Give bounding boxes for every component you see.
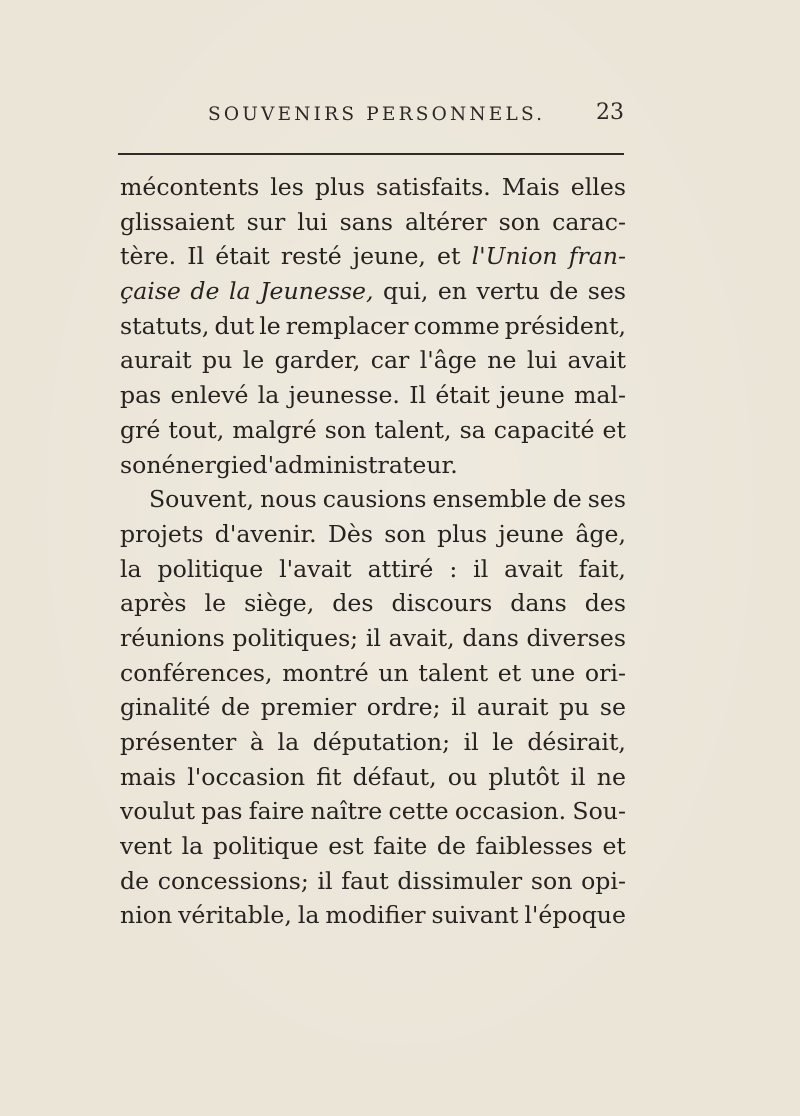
word: des [584, 589, 626, 618]
word: causions [322, 485, 427, 514]
word: nion [120, 901, 173, 930]
text-line [120, 794, 626, 829]
word: et [602, 415, 626, 444]
word: plutôt [488, 762, 560, 791]
word: en [437, 277, 468, 306]
word: de [552, 485, 582, 514]
word: diverses [526, 623, 626, 652]
word: après [120, 589, 187, 618]
word: d'administrateur. [252, 450, 458, 479]
word: naître [310, 797, 383, 826]
word: malgré [232, 415, 317, 444]
word: faiblesses [475, 832, 593, 861]
text-line [120, 448, 626, 483]
word: fran- [568, 242, 626, 271]
word: aurait [120, 346, 192, 375]
word: ses [587, 485, 626, 514]
word: Sou- [572, 797, 626, 826]
word: jeune [499, 381, 565, 410]
text-line [120, 274, 626, 309]
word: âge, [575, 519, 626, 548]
word: ne [487, 346, 517, 375]
word: la [297, 901, 320, 930]
word: projets [120, 519, 204, 548]
word: pas [120, 381, 162, 410]
word: l'époque [524, 901, 626, 930]
word: il [365, 623, 381, 652]
word: avait [504, 554, 563, 583]
word: il [473, 554, 489, 583]
word: et [497, 658, 522, 687]
word: dut [214, 311, 255, 340]
text-line [120, 482, 626, 517]
word: occasion. [454, 797, 567, 826]
word: jeune, [352, 242, 426, 271]
text-line [120, 413, 626, 448]
word: elles [570, 173, 626, 201]
word: l'âge [419, 346, 477, 375]
running-head [118, 100, 624, 134]
word: discours [391, 589, 493, 618]
word: politique [212, 832, 319, 861]
word: politique [157, 554, 264, 583]
word: conférences, [120, 658, 273, 687]
running-title: SOUVENIRS PERSONNELS. [208, 104, 546, 125]
word: talent [418, 658, 489, 687]
word: dissimuler [397, 866, 523, 895]
word: sur [246, 207, 286, 236]
word: était [215, 242, 270, 271]
word: faut [341, 866, 389, 895]
word: de [549, 277, 579, 306]
word: lui [526, 346, 558, 375]
word: vertu [476, 277, 540, 306]
word: pu [202, 346, 233, 375]
word: siège, [244, 589, 315, 618]
word: concessions; [157, 866, 309, 895]
word: et [602, 832, 626, 861]
word: un [378, 658, 409, 687]
word: pu [559, 693, 590, 722]
word: pas [201, 797, 243, 826]
word: glissaient [120, 207, 235, 236]
word: de [120, 866, 150, 895]
word: talent, [374, 415, 452, 444]
word: remplacer [285, 311, 409, 340]
word: et [437, 242, 461, 271]
word: de [221, 693, 251, 722]
word: vent [120, 832, 172, 861]
word: députation; [312, 728, 451, 756]
word: mécontents [120, 173, 260, 201]
text-line [120, 517, 626, 552]
word: aurait [476, 693, 549, 722]
word: faire [248, 797, 305, 826]
word: la [120, 554, 142, 583]
word: dans [510, 589, 567, 618]
word: gré [120, 415, 161, 444]
word: était [435, 381, 490, 410]
word: désirait, [527, 728, 626, 756]
word: Souvent, [149, 485, 255, 514]
word: de [436, 832, 466, 861]
word: des [332, 589, 374, 618]
text-line [120, 170, 626, 205]
text-line [120, 205, 626, 240]
word: il [463, 728, 479, 756]
word: çaise [120, 277, 181, 306]
word: la [181, 832, 204, 861]
text-line [120, 725, 626, 760]
word: capacité [493, 415, 595, 444]
word: car [370, 346, 410, 375]
word: tout, [168, 415, 225, 444]
word: une [530, 658, 576, 687]
word: nous [260, 485, 317, 514]
word: Il [187, 242, 205, 271]
word: Dès [327, 519, 373, 548]
word: jeune [498, 519, 565, 548]
word: présenter [120, 728, 237, 756]
text-line [120, 586, 626, 621]
word: enlevé [170, 381, 249, 410]
word: : [449, 554, 458, 583]
word: est [328, 832, 364, 861]
word: réunions [120, 623, 225, 652]
word: statuts, [120, 311, 210, 340]
word: fait, [578, 554, 626, 583]
text-line [120, 690, 626, 725]
word: l'avait [279, 554, 352, 583]
word: dans [462, 623, 519, 652]
text-line [120, 864, 626, 899]
word: le [242, 346, 265, 375]
word: d'avenir. [214, 519, 317, 548]
word: mais [120, 762, 177, 791]
word: la [277, 728, 300, 756]
header-rule [118, 153, 624, 155]
word: les [270, 173, 304, 201]
word: son [324, 415, 367, 444]
text-line [120, 343, 626, 378]
word: il [317, 866, 333, 895]
word: il [451, 693, 467, 722]
word: suivant [431, 901, 519, 930]
word: premier [260, 693, 357, 722]
word: avait, [388, 623, 455, 652]
word: l'Union [471, 242, 558, 271]
word: son [120, 450, 162, 479]
word: se [599, 693, 626, 722]
word: carac- [552, 207, 626, 236]
word: cette [388, 797, 449, 826]
text-line [120, 829, 626, 864]
word: comme [413, 311, 500, 340]
word: faite [373, 832, 428, 861]
word: défaut, [352, 762, 437, 791]
word: attiré [367, 554, 434, 583]
word: qui, [383, 277, 429, 306]
word: montré [282, 658, 369, 687]
word: plus [437, 519, 488, 548]
word: la [228, 277, 251, 306]
word: voulut [120, 797, 195, 826]
text-line [120, 656, 626, 691]
word: véritable, [178, 901, 292, 930]
word: mal- [574, 381, 626, 410]
body-text [120, 170, 626, 933]
word: de [190, 277, 220, 306]
word: sa [459, 415, 486, 444]
word: le [492, 728, 514, 756]
word: ensemble [432, 485, 547, 514]
word: satisfaits. [376, 173, 491, 201]
word: avait [567, 346, 626, 375]
word: il [570, 762, 586, 791]
word: énergie [161, 450, 253, 479]
text-line [120, 552, 626, 587]
word: fit [316, 762, 342, 791]
word: garder, [274, 346, 361, 375]
text-line [120, 621, 626, 656]
word: tère. [120, 242, 177, 271]
text-line [120, 378, 626, 413]
word: ne [596, 762, 626, 791]
word: lui [297, 207, 328, 236]
word: son [498, 207, 541, 236]
text-line [120, 239, 626, 274]
word: la [257, 381, 280, 410]
word: sans [339, 207, 394, 236]
word: opi- [581, 866, 626, 895]
word: ordre; [366, 693, 441, 722]
word: ses [587, 277, 626, 306]
word: modifier [325, 901, 426, 930]
word: Jeunesse, [260, 277, 374, 306]
word: resté [280, 242, 342, 271]
word: plus [314, 173, 365, 201]
word: ori- [584, 658, 626, 687]
word: le [204, 589, 227, 618]
word: Mais [501, 173, 560, 201]
word: altérer [405, 207, 487, 236]
word: ginalité [120, 693, 211, 722]
word: son [530, 866, 573, 895]
word: à [249, 728, 264, 756]
page-number: 23 [596, 100, 624, 125]
word: l'occasion [187, 762, 306, 791]
word: son [384, 519, 426, 548]
word: le [259, 311, 281, 340]
text-line [120, 760, 626, 795]
word: Il [409, 381, 427, 410]
word: ou [447, 762, 478, 791]
word: politiques; [232, 623, 359, 652]
word: président, [504, 311, 626, 340]
text-line [120, 309, 626, 344]
text-line [120, 898, 626, 933]
word: jeunesse. [288, 381, 400, 410]
